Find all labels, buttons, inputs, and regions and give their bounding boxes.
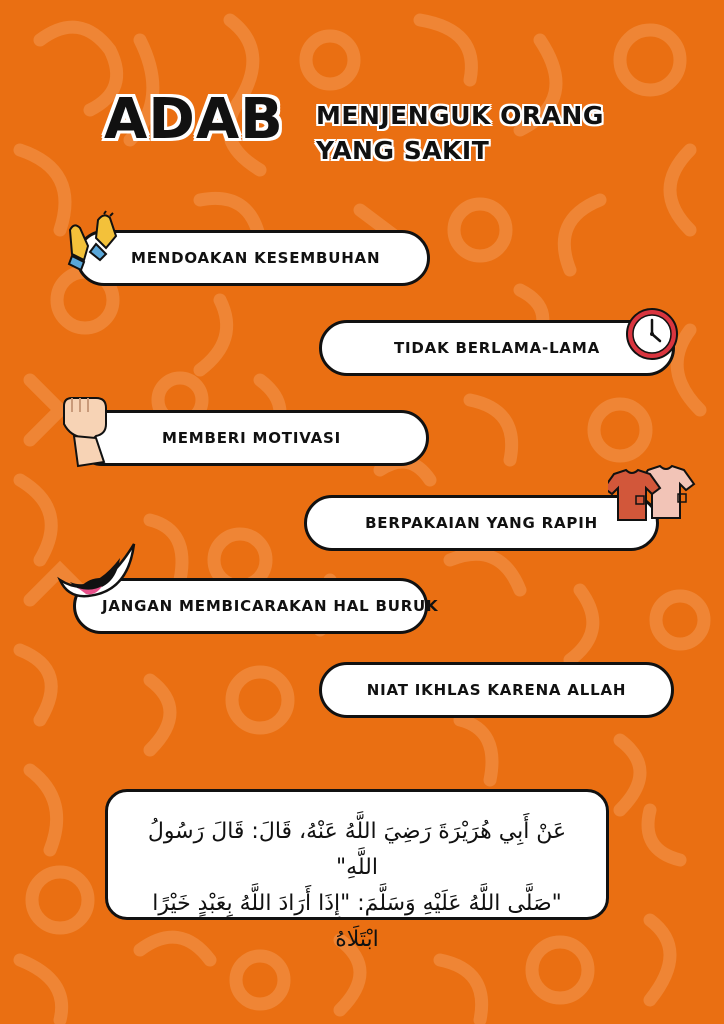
smiling-mouth-icon — [56, 538, 140, 602]
hadith-line1: عَنْ أَبِي هُرَيْرَةَ رَضِيَ اللَّهُ عَنْهُ، قَالَ: قَالَ رَسُولُ اللَّهِ" — [147, 819, 567, 880]
title-subtitle — [316, 98, 646, 168]
item-memberi-motivasi — [74, 410, 429, 466]
hadith-line2: "صَلَّى اللَّهُ عَلَيْهِ وَسَلَّمَ: "إِذَا أَرَادَ اللَّهُ بِعَبْدٍ خَيْرًا ابْتَلَاهُ — [152, 891, 562, 952]
item-mendoakan-kesembuhan — [76, 230, 430, 286]
item-tidak-berlama-lama — [319, 320, 675, 376]
item-label: TIDAK BERLAMA-LAMA — [394, 339, 600, 357]
praying-hands-icon — [62, 210, 126, 272]
raised-fist-icon — [54, 392, 114, 468]
title-subtitle-line1: MENJENGUK ORANG — [316, 101, 604, 130]
item-label: NIAT IKHLAS KARENA ALLAH — [366, 681, 627, 699]
title-main: ADAB — [104, 87, 284, 152]
item-niat-ikhlas-karena-allah — [319, 662, 674, 718]
item-label: MEMBERI MOTIVASI — [161, 429, 341, 447]
item-label: BERPAKAIAN YANG RAPIH — [365, 514, 598, 532]
title-subtitle-line2: YANG SAKIT — [316, 136, 490, 165]
item-berpakaian-yang-rapih — [304, 495, 659, 551]
clock-icon — [624, 306, 680, 362]
hadith-quote-box — [105, 789, 609, 952]
item-label: JANGAN MEMBICARAKAN HAL BURUK — [102, 597, 439, 615]
shirts-icon — [608, 462, 700, 524]
item-label: MENDOAKAN KESEMBUHAN — [131, 249, 381, 267]
